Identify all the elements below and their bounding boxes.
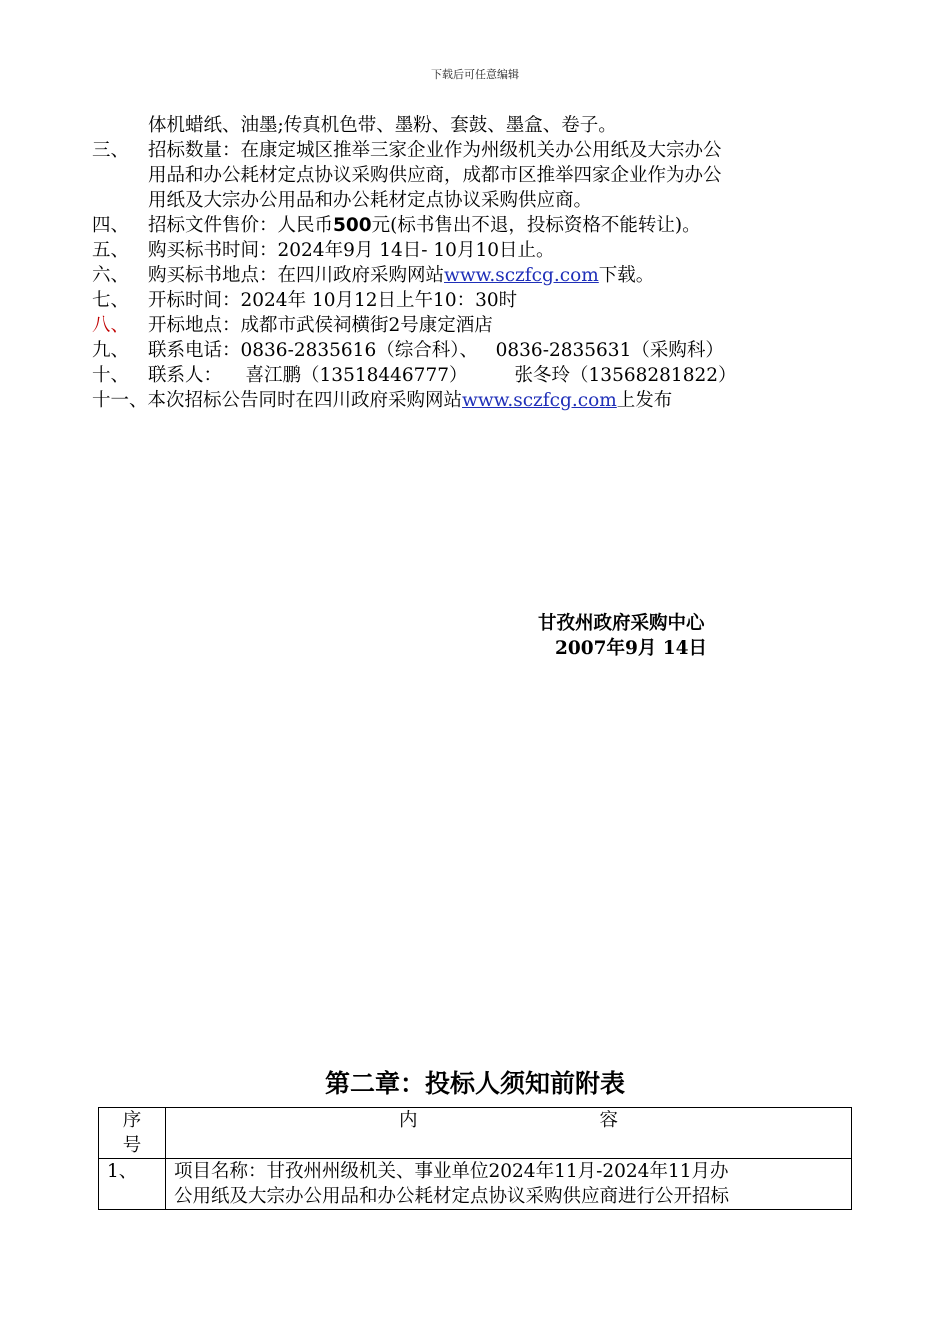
line-continuation: 体机蜡纸、油墨;传真机色带、墨粉、套鼓、墨盒、卷子。 (148, 115, 617, 136)
row-content-cell (166, 1159, 852, 1210)
item-number: 八、 (92, 315, 130, 336)
procurement-website-link-2[interactable]: www.sczfcg.com (462, 390, 617, 411)
item-number: 五、 (92, 240, 130, 261)
header-cell-no (99, 1108, 166, 1159)
item-text: 招标数量：在康定城区推举三家企业作为州级机关办公用纸及大宗办公 (148, 140, 722, 161)
item-text: 联系人： 喜江鹏（13518446777） 张冬玲（13568281822） (148, 365, 737, 386)
item-text: 联系电话：0836-2835616（综合科）、 0836-2835631（采购科） (148, 340, 724, 361)
item-text-post: 元(标书售出不退，投标资格不能转让)。 (371, 215, 701, 236)
item-text: 购买标书地点：在四川政府采购网站 (148, 265, 445, 286)
item-number: 七、 (92, 290, 130, 311)
header-content-char1: 内 (399, 1110, 418, 1131)
item-text: 招标文件售价：人民币 (148, 215, 334, 236)
annex-table (98, 1107, 852, 1210)
item-text: 开标时间：2024年 10月12日上午10：30时 (148, 290, 518, 311)
item-5 (92, 238, 555, 263)
item-7 (92, 288, 517, 313)
item-8 (92, 313, 493, 338)
item-text-post: 下载。 (598, 265, 655, 286)
header-note: 下载后可任意编辑 (431, 68, 519, 81)
item-number: 九、 (92, 340, 130, 361)
header-no-line2: 号 (122, 1135, 142, 1156)
signature-org: 甘孜州政府采购中心 (538, 613, 705, 634)
item-9 (92, 338, 724, 363)
item-11 (92, 388, 672, 413)
item-number: 六、 (92, 265, 130, 286)
row-number-cell: 1、 (99, 1159, 166, 1210)
item-4 (92, 213, 701, 238)
header-cell-content (166, 1108, 852, 1159)
row-content-line2: 公用纸及大宗办公用品和办公耗材定点协议采购供应商进行公开招标 (174, 1186, 730, 1207)
item-10 (92, 363, 737, 388)
signature-date: 2007年9月 14日 (555, 638, 708, 659)
row-content-line1: 项目名称：甘孜州州级机关、事业单位2024年11月-2024年11月办 (174, 1161, 729, 1182)
item-number: 四、 (92, 215, 130, 236)
item-text-post: 上发布 (616, 390, 673, 411)
item-3-cont-2: 用纸及大宗办公用品和办公耗材定点协议采购供应商。 (148, 190, 593, 211)
item-6 (92, 263, 654, 288)
chapter-title: 第二章：投标人须知前附表 (324, 1069, 625, 1098)
header-no-line1: 序 (122, 1110, 142, 1131)
table-header-row (99, 1108, 852, 1159)
item-text: 十一、本次招标公告同时在四川政府采购网站 (92, 390, 463, 411)
item-3 (92, 138, 722, 163)
header-content-char2: 容 (599, 1110, 618, 1131)
item-number: 三、 (92, 140, 130, 161)
item-number: 十、 (92, 365, 130, 386)
table-row (99, 1159, 852, 1210)
item-3-cont-1: 用品和办公耗材定点协议采购供应商，成都市区推举四家企业作为办公 (148, 165, 722, 186)
item-text: 开标地点：成都市武侯祠横街2号康定酒店 (148, 315, 493, 336)
item-text: 购买标书时间：2024年9月 14日- 10月10日止。 (148, 240, 555, 261)
price-amount: 500 (333, 215, 372, 236)
procurement-website-link[interactable]: www.sczfcg.com (444, 265, 599, 286)
